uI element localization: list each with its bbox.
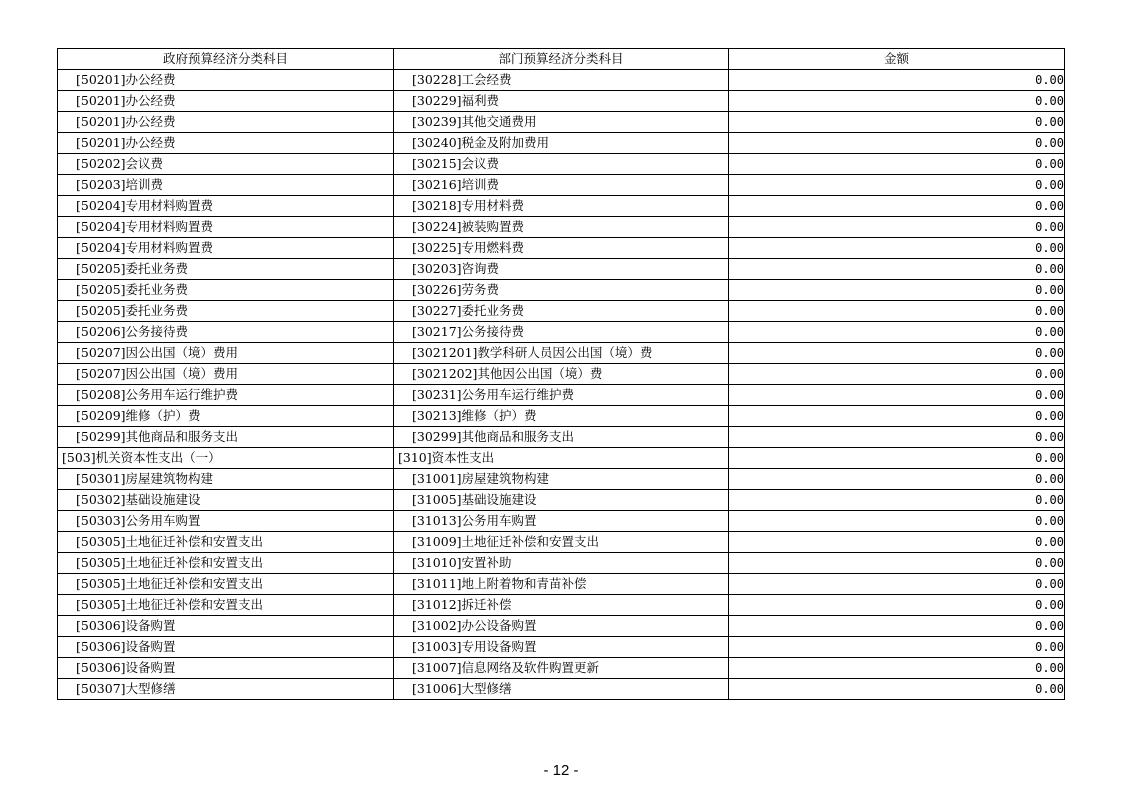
gov-category-cell: [50307]大型修缮 <box>58 679 394 700</box>
table-row <box>58 196 1065 217</box>
dept-category-cell: [30226]劳务费 <box>394 280 729 301</box>
amount-cell: 0.00 <box>729 196 1065 217</box>
gov-category-cell: [50204]专用材料购置费 <box>58 238 394 259</box>
table-row <box>58 553 1065 574</box>
amount-cell: 0.00 <box>729 259 1065 280</box>
amount-cell: 0.00 <box>729 574 1065 595</box>
amount-cell: 0.00 <box>729 91 1065 112</box>
gov-category-cell: [503]机关资本性支出（一） <box>58 448 394 469</box>
dept-category-cell: [30231]公务用车运行维护费 <box>394 385 729 406</box>
gov-category-cell: [50205]委托业务费 <box>58 259 394 280</box>
header-amount: 金额 <box>729 49 1065 70</box>
dept-category-cell: [310]资本性支出 <box>394 448 729 469</box>
table-row <box>58 532 1065 553</box>
table-row <box>58 175 1065 196</box>
dept-category-cell: [31009]土地征迁补偿和安置支出 <box>394 532 729 553</box>
gov-category-cell: [50201]办公经费 <box>58 112 394 133</box>
gov-category-cell: [50305]土地征迁补偿和安置支出 <box>58 553 394 574</box>
amount-cell: 0.00 <box>729 343 1065 364</box>
dept-category-cell: [31011]地上附着物和青苗补偿 <box>394 574 729 595</box>
amount-cell: 0.00 <box>729 427 1065 448</box>
dept-category-cell: [30240]税金及附加费用 <box>394 133 729 154</box>
table-row <box>58 637 1065 658</box>
table-row <box>58 280 1065 301</box>
table-row <box>58 301 1065 322</box>
table-header-row <box>58 49 1065 70</box>
amount-cell: 0.00 <box>729 385 1065 406</box>
table-row <box>58 364 1065 385</box>
table-row <box>58 322 1065 343</box>
table-row <box>58 511 1065 532</box>
amount-cell: 0.00 <box>729 133 1065 154</box>
dept-category-cell: [3021202]其他因公出国（境）费 <box>394 364 729 385</box>
table-row <box>58 259 1065 280</box>
gov-category-cell: [50203]培训费 <box>58 175 394 196</box>
gov-category-cell: [50301]房屋建筑物构建 <box>58 469 394 490</box>
gov-category-cell: [50299]其他商品和服务支出 <box>58 427 394 448</box>
gov-category-cell: [50209]维修（护）费 <box>58 406 394 427</box>
table-row <box>58 343 1065 364</box>
budget-classification-table <box>57 48 1065 700</box>
table-row <box>58 658 1065 679</box>
dept-category-cell: [30203]咨询费 <box>394 259 729 280</box>
amount-cell: 0.00 <box>729 70 1065 91</box>
dept-category-cell: [30299]其他商品和服务支出 <box>394 427 729 448</box>
table-row <box>58 469 1065 490</box>
amount-cell: 0.00 <box>729 469 1065 490</box>
amount-cell: 0.00 <box>729 175 1065 196</box>
gov-category-cell: [50202]会议费 <box>58 154 394 175</box>
dept-category-cell: [30225]专用燃料费 <box>394 238 729 259</box>
dept-category-cell: [31010]安置补助 <box>394 553 729 574</box>
table-row <box>58 133 1065 154</box>
dept-category-cell: [30215]会议费 <box>394 154 729 175</box>
dept-category-cell: [31002]办公设备购置 <box>394 616 729 637</box>
gov-category-cell: [50205]委托业务费 <box>58 280 394 301</box>
gov-category-cell: [50205]委托业务费 <box>58 301 394 322</box>
gov-category-cell: [50302]基础设施建设 <box>58 490 394 511</box>
gov-category-cell: [50207]因公出国（境）费用 <box>58 343 394 364</box>
table-row <box>58 616 1065 637</box>
amount-cell: 0.00 <box>729 553 1065 574</box>
table-row <box>58 427 1065 448</box>
gov-category-cell: [50306]设备购置 <box>58 616 394 637</box>
table-row <box>58 406 1065 427</box>
gov-category-cell: [50201]办公经费 <box>58 70 394 91</box>
gov-category-cell: [50208]公务用车运行维护费 <box>58 385 394 406</box>
amount-cell: 0.00 <box>729 616 1065 637</box>
amount-cell: 0.00 <box>729 280 1065 301</box>
dept-category-cell: [31013]公务用车购置 <box>394 511 729 532</box>
table-row <box>58 595 1065 616</box>
amount-cell: 0.00 <box>729 490 1065 511</box>
table-row <box>58 574 1065 595</box>
table-row <box>58 91 1065 112</box>
gov-category-cell: [50204]专用材料购置费 <box>58 196 394 217</box>
header-gov-category: 政府预算经济分类科目 <box>58 49 394 70</box>
amount-cell: 0.00 <box>729 112 1065 133</box>
gov-category-cell: [50207]因公出国（境）费用 <box>58 364 394 385</box>
gov-category-cell: [50306]设备购置 <box>58 637 394 658</box>
amount-cell: 0.00 <box>729 217 1065 238</box>
page-number: - 12 - <box>543 762 579 779</box>
amount-cell: 0.00 <box>729 238 1065 259</box>
header-dept-category: 部门预算经济分类科目 <box>394 49 729 70</box>
table-row <box>58 679 1065 700</box>
table-row <box>58 238 1065 259</box>
dept-category-cell: [31012]拆迁补偿 <box>394 595 729 616</box>
dept-category-cell: [30229]福利费 <box>394 91 729 112</box>
amount-cell: 0.00 <box>729 511 1065 532</box>
dept-category-cell: [31007]信息网络及软件购置更新 <box>394 658 729 679</box>
dept-category-cell: [30217]公务接待费 <box>394 322 729 343</box>
amount-cell: 0.00 <box>729 301 1065 322</box>
table-row <box>58 490 1065 511</box>
dept-category-cell: [30216]培训费 <box>394 175 729 196</box>
table-row <box>58 154 1065 175</box>
amount-cell: 0.00 <box>729 322 1065 343</box>
gov-category-cell: [50206]公务接待费 <box>58 322 394 343</box>
dept-category-cell: [30227]委托业务费 <box>394 301 729 322</box>
amount-cell: 0.00 <box>729 364 1065 385</box>
dept-category-cell: [3021201]教学科研人员因公出国（境）费 <box>394 343 729 364</box>
gov-category-cell: [50201]办公经费 <box>58 133 394 154</box>
gov-category-cell: [50204]专用材料购置费 <box>58 217 394 238</box>
gov-category-cell: [50201]办公经费 <box>58 91 394 112</box>
dept-category-cell: [30239]其他交通费用 <box>394 112 729 133</box>
dept-category-cell: [31001]房屋建筑物构建 <box>394 469 729 490</box>
dept-category-cell: [31005]基础设施建设 <box>394 490 729 511</box>
amount-cell: 0.00 <box>729 679 1065 700</box>
dept-category-cell: [30218]专用材料费 <box>394 196 729 217</box>
table-row <box>58 448 1065 469</box>
table-row <box>58 217 1065 238</box>
gov-category-cell: [50305]土地征迁补偿和安置支出 <box>58 532 394 553</box>
dept-category-cell: [30213]维修（护）费 <box>394 406 729 427</box>
dept-category-cell: [31006]大型修缮 <box>394 679 729 700</box>
dept-category-cell: [31003]专用设备购置 <box>394 637 729 658</box>
amount-cell: 0.00 <box>729 448 1065 469</box>
gov-category-cell: [50303]公务用车购置 <box>58 511 394 532</box>
table-row <box>58 70 1065 91</box>
gov-category-cell: [50305]土地征迁补偿和安置支出 <box>58 595 394 616</box>
table-body <box>58 70 1065 700</box>
amount-cell: 0.00 <box>729 406 1065 427</box>
amount-cell: 0.00 <box>729 595 1065 616</box>
gov-category-cell: [50306]设备购置 <box>58 658 394 679</box>
table-row <box>58 112 1065 133</box>
table-row <box>58 385 1065 406</box>
amount-cell: 0.00 <box>729 154 1065 175</box>
amount-cell: 0.00 <box>729 637 1065 658</box>
amount-cell: 0.00 <box>729 532 1065 553</box>
dept-category-cell: [30224]被装购置费 <box>394 217 729 238</box>
gov-category-cell: [50305]土地征迁补偿和安置支出 <box>58 574 394 595</box>
dept-category-cell: [30228]工会经费 <box>394 70 729 91</box>
amount-cell: 0.00 <box>729 658 1065 679</box>
